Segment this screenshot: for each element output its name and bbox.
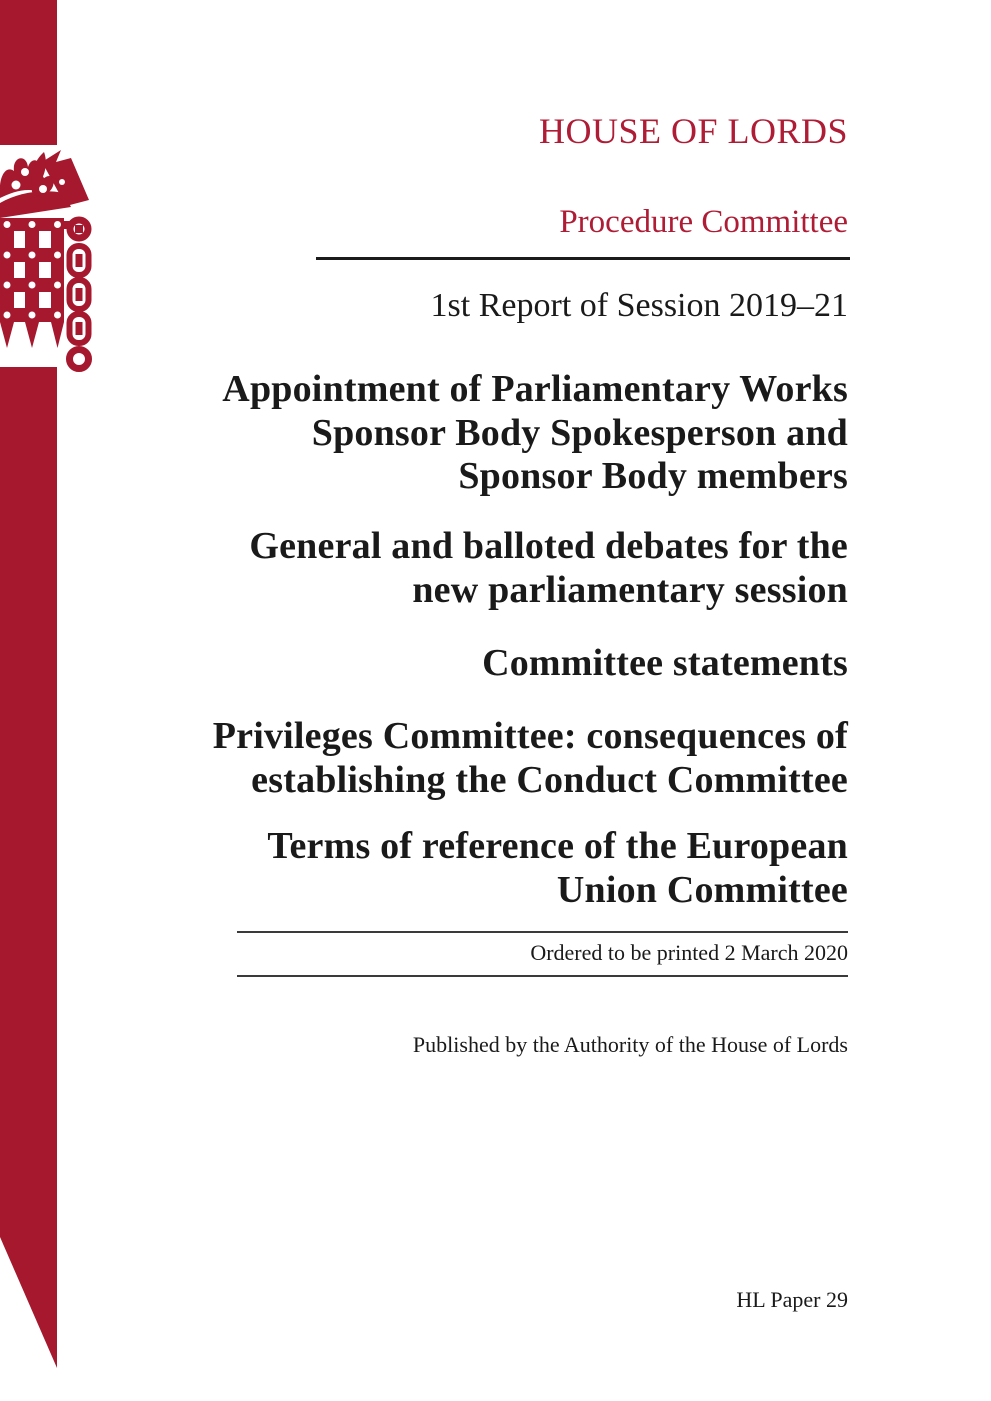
ordered-divider-top (237, 931, 848, 933)
title-line: Union Committee (556, 868, 848, 911)
ordered-divider-bottom (237, 975, 848, 977)
house-of-lords-title: HOUSE OF LORDS (538, 111, 848, 151)
hl-paper-number: HL Paper 29 (736, 1287, 848, 1312)
report-title-terms (0, 825, 848, 912)
report-title-debates (0, 525, 848, 612)
title-line: new parliamentary session (412, 568, 848, 611)
report-title-statements (0, 642, 848, 686)
committee-name: Procedure Committee (559, 204, 848, 240)
report-title-appointment (0, 368, 848, 499)
title-line: Terms of reference of the European (267, 825, 848, 867)
title-line: Sponsor Body members (458, 455, 848, 497)
portcullis-logo-icon (0, 145, 98, 375)
published-by-line: Published by the Authority of the House of Lords (412, 1032, 848, 1057)
session-report-line: 1st Report of Session 2019–21 (430, 287, 848, 324)
title-line: Appointment of Parliamentary Works (222, 368, 848, 410)
title-line: establishing the Conduct Committee (251, 758, 848, 801)
ordered-to-print-line: Ordered to be printed 2 March 2020 (530, 940, 848, 965)
title-line: Committee statements (482, 642, 848, 684)
title-line: Sponsor Body Spokesperson and (311, 411, 848, 454)
header-divider (316, 257, 850, 260)
title-line: General and balloted debates for the (249, 525, 848, 567)
title-line: Privileges Committee: consequences of (212, 715, 848, 757)
report-title-privileges (0, 715, 848, 802)
